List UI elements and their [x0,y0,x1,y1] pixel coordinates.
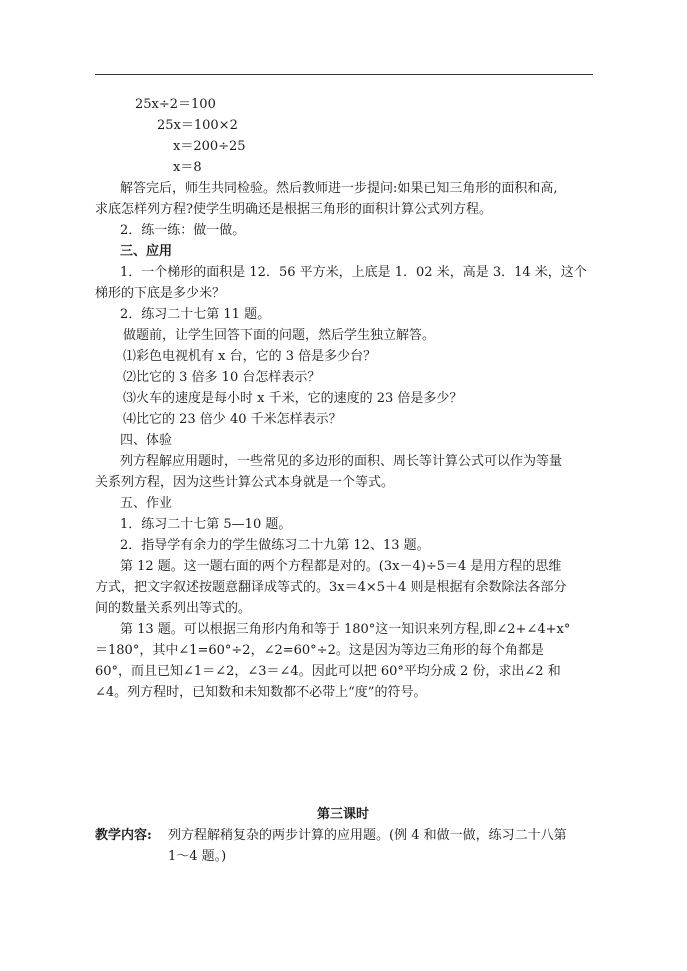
equation-line: 25x÷2＝100 [135,97,216,112]
section-heading: 五、作业 [120,496,173,511]
paragraph-line: 关系列方程，因为这些计算公式本身就是一个等式。 [95,475,395,490]
equation-line: x＝200÷25 [173,139,246,154]
question-line: ⑶火车的速度是每小时 x 千米，它的速度的 23 倍是多少？ [123,391,463,406]
paragraph-line: ∠4。列方程时，已知数和未知数都不必带上“度”的符号。 [95,685,427,700]
teaching-content-text: 列方程解稍复杂的两步计算的应用题。(例 4 和做一做，练习二十八第 [168,828,567,843]
section-heading: 四、体验 [120,433,173,448]
paragraph-line: 2．练一练：做一做。 [120,223,246,238]
paragraph-line: 1．一个梯形的面积是 12．56 平方米，上底是 1．02 米，高是 3．14 米，这个 [120,265,587,280]
paragraph-line: 第 13 题。可以根据三角形内角和等于 180°这一知识来列方程,即∠2+∠4+x° [120,622,571,637]
equation-line: 25x＝100×2 [157,118,238,133]
paragraph-line: 梯形的下底是多少米？ [95,286,226,301]
paragraph-line: 解答完后，师生共同检验。然后教师进一步提问:如果已知三角形的面积和高, [120,181,558,196]
paragraph-line: 60°，而且已知∠1＝∠2，∠3＝∠4。因此可以把 60°平均分成 2 份，求出∠2 和 [95,664,561,679]
paragraph-line: 做题前，让学生回答下面的问题，然后学生独立解答。 [123,328,436,343]
question-line: ⑴彩色电视机有 x 台，它的 3 倍是多少台？ [123,349,377,364]
paragraph-line: 2．练习二十七第 11 题。 [120,307,271,322]
paragraph-line: ＝180°，其中∠1=60°÷2，∠2=60°÷2。这是因为等边三角形的每个角都是 [95,643,544,658]
paragraph-line: 方式，把文字叙述按题意翻译成等式的。3x＝4×5＋4 则是根据有余数除法各部分 [95,580,567,595]
paragraph-line: 求底怎样列方程?使学生明确还是根据三角形的面积计算公式列方程。 [95,202,492,217]
paragraph-line: 间的数量关系列出等式的。 [95,601,252,616]
question-line: ⑵比它的 3 倍多 10 台怎样表示？ [123,370,321,385]
equation-line: x＝8 [173,160,202,175]
paragraph-line: 2．指导学有余力的学生做练习二十九第 12、13 题。 [120,538,430,553]
lesson-title: 第三课时 [317,807,370,822]
paragraph-line: 1．练习二十七第 5—10 题。 [120,517,292,532]
paragraph-line: 第 12 题。这一题右面的两个方程都是对的。(3x－4)÷5＝4 是用方程的思维 [120,559,562,574]
section-heading: 三、应用 [120,244,173,259]
teaching-content-text: 1～4 题。) [168,849,227,864]
teaching-content-label: 教学内容: [95,828,152,843]
question-line: ⑷比它的 23 倍少 40 千米怎样表示？ [123,412,342,427]
paragraph-line: 列方程解应用题时，一些常见的多边形的面积、周长等计算公式可以作为等量 [120,454,563,469]
header-rule [95,74,593,75]
